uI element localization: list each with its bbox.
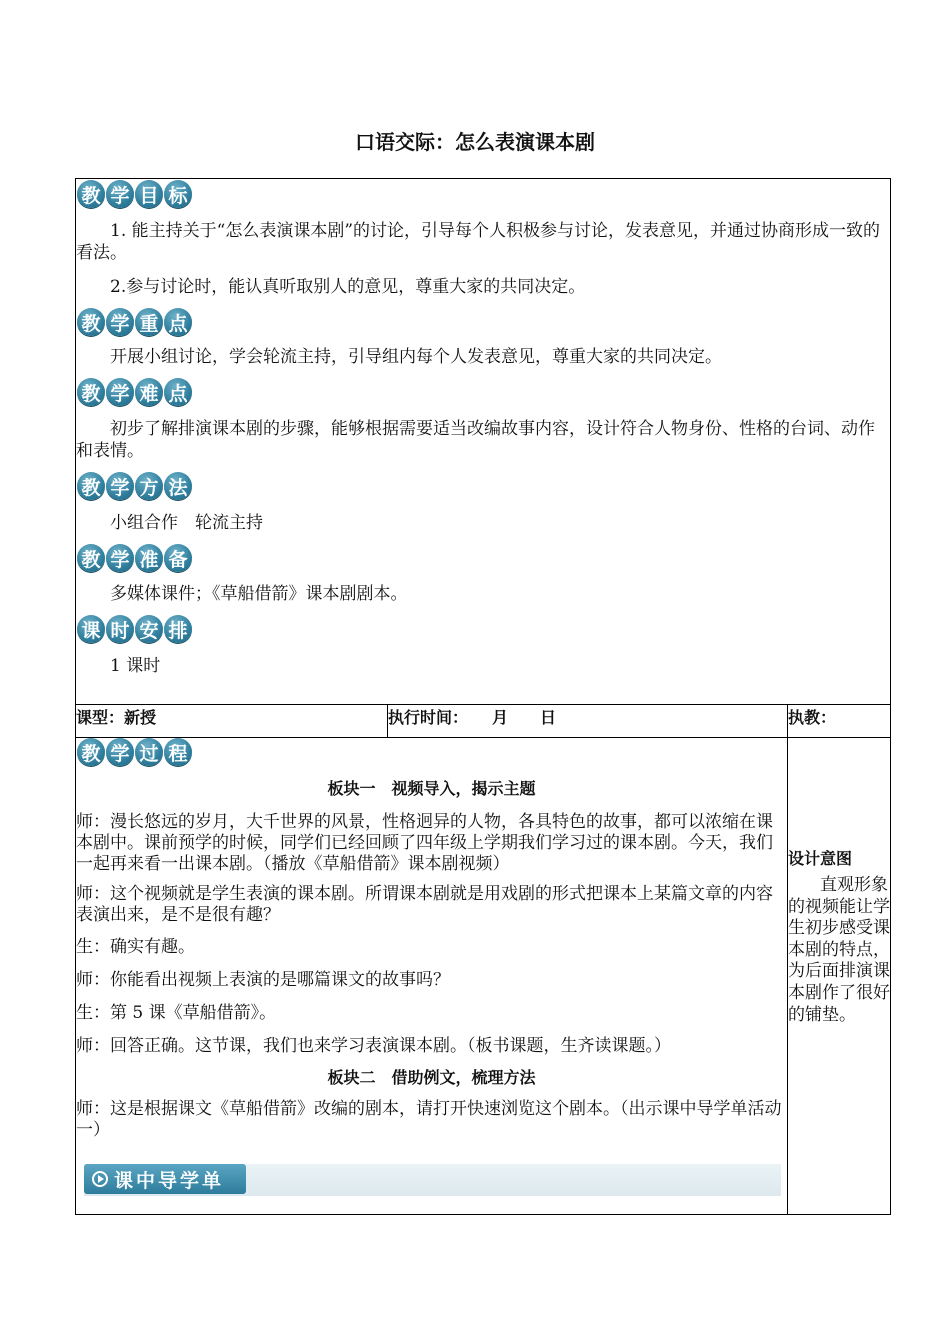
dialog-line-2: 师：这个视频就是学生表演的课本剧。所谓课本剧就是用戏剧的形式把课本上某篇文章的内容表演出来，是不是很有趣？ xyxy=(76,884,773,925)
guide-sheet-bar xyxy=(84,1164,781,1196)
lesson-plan-table xyxy=(75,178,891,1215)
design-intent-cell xyxy=(788,738,891,1215)
badge-teaching-key: 教 学 重 点 xyxy=(77,308,890,336)
instructor-label: 执教： xyxy=(788,705,891,738)
schedule-text: 1 课时 xyxy=(110,656,161,676)
prep-text: 多媒体课件；《草船借箭》课本剧剧本。 xyxy=(110,584,408,604)
method-text: 小组合作 轮流主持 xyxy=(110,513,263,533)
dialog-line-4: 师：你能看出视频上表演的是哪篇课文的故事吗？ xyxy=(76,970,450,990)
execution-time: 执行时间： 月 日 xyxy=(388,705,788,738)
goal-item-2: 2.参与讨论时，能认真听取别人的意见，尊重大家的共同决定。 xyxy=(110,277,586,297)
badge-teaching-difficulty: 教 学 难 点 xyxy=(77,378,890,406)
teaching-process-cell xyxy=(76,738,788,1215)
dialog-line-5: 生：第 5 课《草船借箭》。 xyxy=(76,1003,277,1023)
play-icon xyxy=(92,1171,108,1187)
goal-item-1: 1. 能主持关于“怎么表演课本剧”的讨论，引导每个人积极参与讨论，发表意见，并通过协商形成一致的看法。 xyxy=(76,221,881,263)
badge-teaching-prep: 教 学 准 备 xyxy=(77,544,890,572)
page-title: 口语交际：怎么表演课本剧 xyxy=(355,130,595,154)
dialog-line-1: 师：漫长悠远的岁月，大千世界的风景，性格迥异的人物，各具特色的故事，都可以浓缩在课本剧中。课前预学的时候，同学们已经回顾了四年级上学期我们学习过的课本剧。今天，我们一起再来看一出课本剧。（播放《草船借箭》课本剧视频） xyxy=(76,812,773,874)
dialog-line-7: 师：这是根据课文《草船借箭》改编的剧本，请打开快速浏览这个剧本。（出示课中导学单活动一） xyxy=(76,1099,782,1140)
design-intent-heading: 设计意图 xyxy=(788,849,853,868)
badge-schedule: 课 时 安 排 xyxy=(77,615,890,643)
badge-teaching-process: 教 学 过 程 xyxy=(77,738,787,766)
dialog-line-6: 师：回答正确。这节课，我们也来学习表演课本剧。（板书课题，生齐读课题。） xyxy=(76,1036,671,1056)
key-text: 开展小组讨论，学会轮流主持，引导组内每个人发表意见，尊重大家的共同决定。 xyxy=(110,347,722,367)
overview-cell xyxy=(76,179,891,705)
difficulty-text: 初步了解排演课本剧的步骤，能够根据需要适当改编故事内容，设计符合人物身份、性格的台词、动作和表情。 xyxy=(76,419,875,461)
block1-title: 板块一 视频导入，揭示主题 xyxy=(327,779,536,798)
block2-title: 板块二 借助例文，梳理方法 xyxy=(327,1068,536,1087)
badge-teaching-method: 教 学 方 法 xyxy=(77,472,890,500)
dialog-line-3: 生：确实有趣。 xyxy=(76,937,195,957)
guide-sheet-tab xyxy=(84,1164,246,1194)
lesson-type: 课型：新授 xyxy=(76,705,388,738)
design-intent-text: 直观形象的视频能让学生初步感受课本剧的特点，为后面排演课本剧作了很好的铺垫。 xyxy=(788,875,890,1025)
guide-sheet-label: 课中导学单 xyxy=(114,1169,225,1192)
badge-teaching-goals: 教 学 目 标 xyxy=(77,180,890,208)
